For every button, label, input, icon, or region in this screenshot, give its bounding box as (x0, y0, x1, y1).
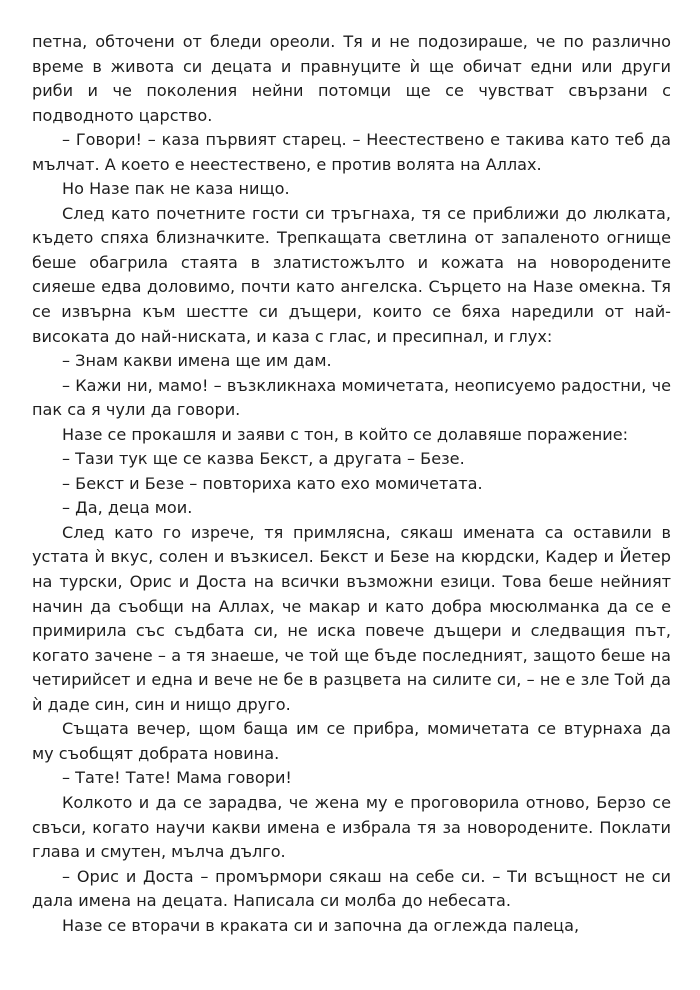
paragraph: Но Назе пак не каза нищо. (62, 179, 290, 199)
paragraph: Колкото и да се зарадва, че жена му е проговорила отново, Берзо се свъси, когато научи какви имена е избрала тя за новородените. Поклати глава и смутен, мълча дълго. (32, 792, 671, 862)
paragraph: – Да, деца мои. (62, 498, 193, 518)
paragraph: – Говори! – каза първият старец. – Неестествено е такива като теб да мълчат. А което е неестествено, е против волята на Аллах. (32, 130, 671, 174)
paragraph: Назе се вторачи в краката си и започна да оглежда палеца, (62, 915, 580, 935)
paragraph: – Бекст и Безе – повториха като ехо момичетата. (62, 473, 483, 493)
paragraph: – Знам какви имена ще им дам. (62, 351, 332, 371)
paragraph: Същата вечер, щом баща им се прибра, момичетата се втурнаха да му съобщят добрата новина. (32, 719, 671, 763)
paragraph: След като почетните гости си тръгнаха, тя се приближи до люлката, където спяха близначките. Трепкащата светлина от запаленото огнище беше обагрила стаята в златистожълто и кожата на новородените сияеше едва доловимо, почти като ангелска. Сърцето на Назе омекна. Тя се извърна към шестте си дъщери, които се бяха наредили от най-високата до най-ниската, и каза с глас, и пресипнал, и глух: (32, 203, 671, 346)
paragraph: Назе се прокашля и заяви с тон, в който се долавяше поражение: (62, 424, 629, 444)
paragraph: петна, обточени от бледи ореоли. Тя и не подозираше, че по различно време в живота си децата и правнуците ѝ ще обичат едни или други риби и че поколения нейни потомци ще се чувстват свързани с подводното царство. (32, 32, 671, 125)
paragraph: След като го изрече, тя примлясна, сякаш имената са оставили в устата ѝ вкус, солен и възкисел. Бекст и Безе на кюрдски, Кадер и Йетер на турски, Орис и Доста на всички възможни езици. Това беше нейният начин да съобщи на Аллах, че макар и като добра мюсюлманка да се е примирила със съдбата си, не иска повече дъщери и следващия път, когато зачене – а тя знаеше, че той ще бъде последният, защото беше на четирийсет и една и вече не бе в разцвета на силите си, – не е зле Той да ѝ даде син, син и нищо друго. (32, 522, 671, 714)
paragraph: – Кажи ни, мамо! – възкликнаха момичетата, неописуемо радостни, че пак са я чули да говори. (32, 375, 671, 420)
paragraph: – Тате! Тате! Мама говори! (62, 768, 292, 788)
paragraph: – Тази тук ще се казва Бекст, а другата – Безе. (62, 449, 465, 469)
paragraph: – Орис и Доста – промърмори сякаш на себе си. – Ти всъщност не си дала имена на децата. Написала си молба до небесата. (32, 866, 671, 911)
